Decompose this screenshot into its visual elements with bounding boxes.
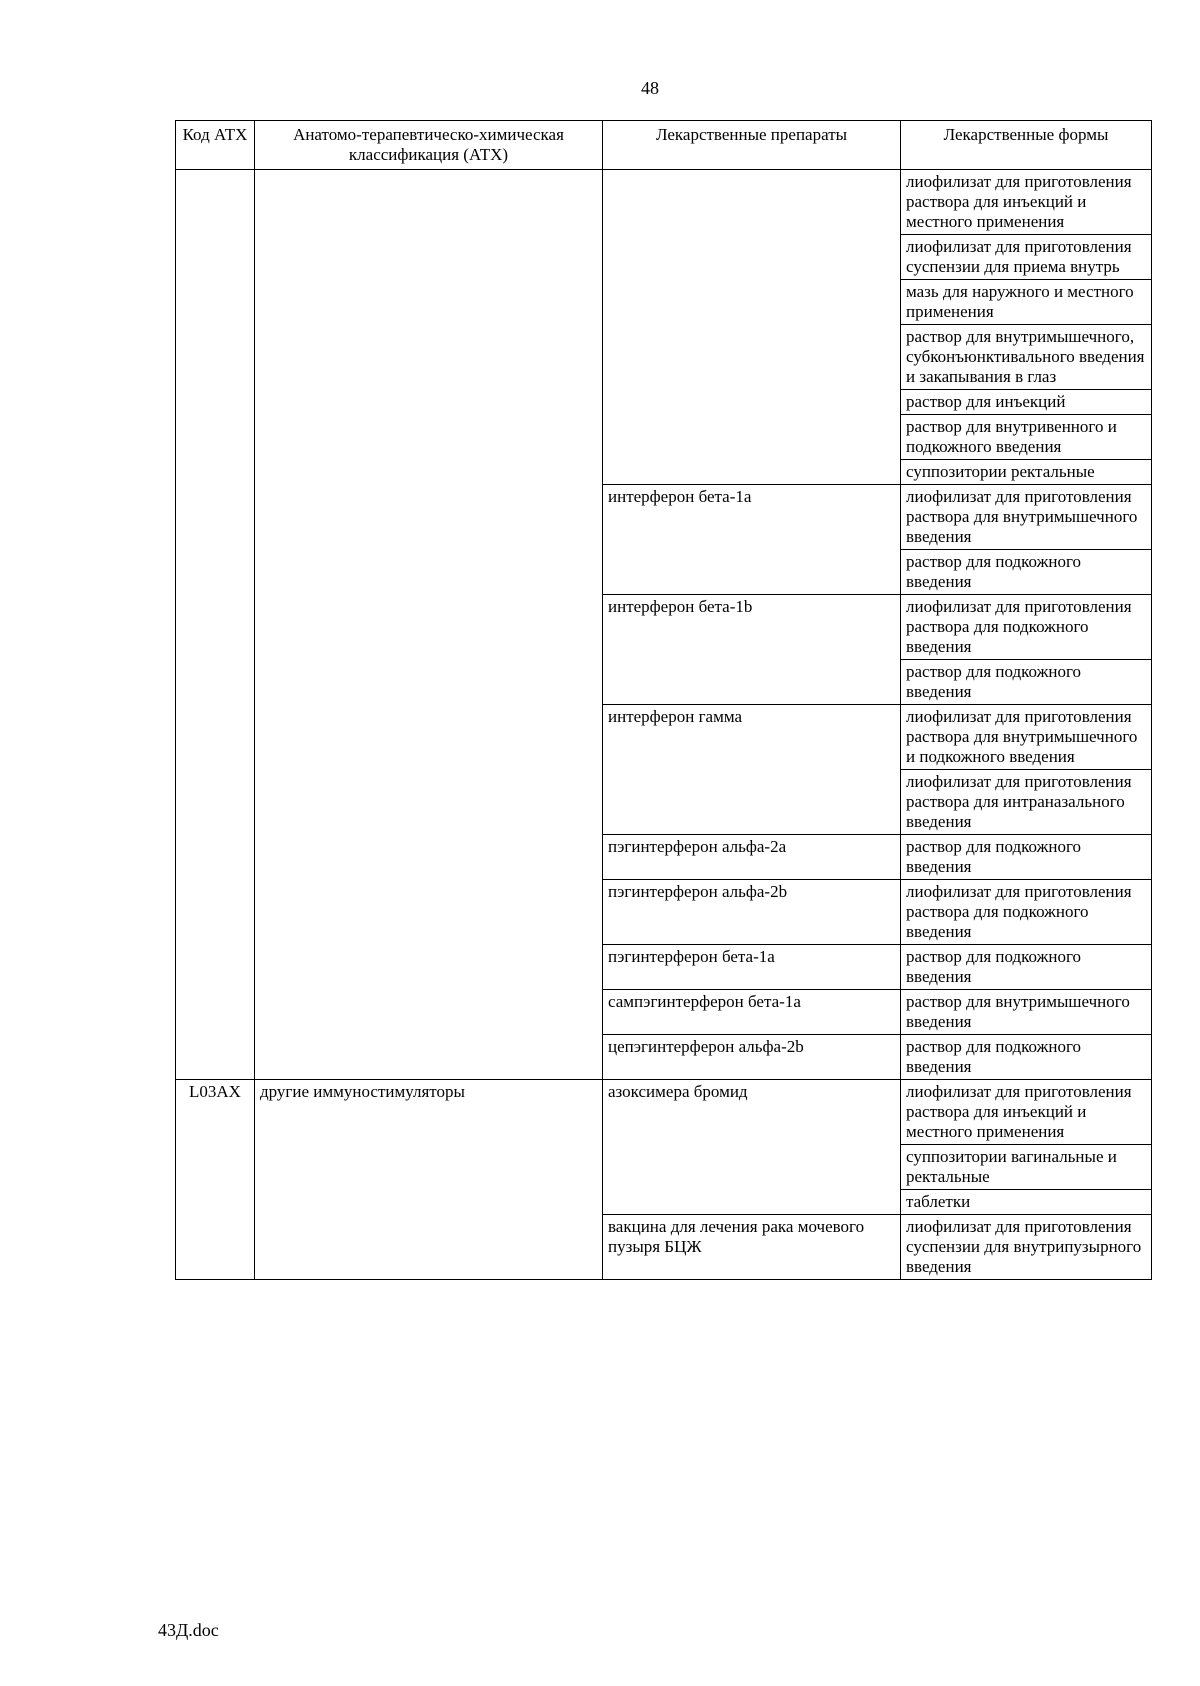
form-cell: суппозитории ректальные [901,460,1152,485]
form-cell: лиофилизат для приготовления раствора для инъекций и местного применения [901,1080,1152,1145]
drug-cell: сампэгинтерферон бета-1a [603,990,901,1035]
header-forms: Лекарственные формы [901,121,1152,170]
drug-cell: интерферон бета-1a [603,485,901,595]
header-drugs: Лекарственные препараты [603,121,901,170]
code-cell: L03AX [176,1080,255,1280]
form-cell: раствор для внутримышечного, субконъюнктивального введения и закапывания в глаз [901,325,1152,390]
form-cell: лиофилизат для приготовления раствора для интраназального введения [901,770,1152,835]
table-row [176,1080,1152,1145]
drug-cell: интерферон гамма [603,705,901,835]
classification-cell: другие иммуностимуляторы [255,1080,603,1280]
form-cell: раствор для инъекций [901,390,1152,415]
form-cell: лиофилизат для приготовления раствора для подкожного введения [901,880,1152,945]
drug-cell: азоксимера бромид [603,1080,901,1215]
form-cell: таблетки [901,1190,1152,1215]
table-row [176,170,1152,235]
form-cell: мазь для наружного и местного применения [901,280,1152,325]
form-cell: раствор для подкожного введения [901,660,1152,705]
drug-cell: интерферон бета-1b [603,595,901,705]
form-cell: суппозитории вагинальные и ректальные [901,1145,1152,1190]
classification-cell [255,170,603,1080]
form-cell: раствор для внутривенного и подкожного введения [901,415,1152,460]
drug-cell: пэгинтерферон альфа-2a [603,835,901,880]
drug-cell: цепэгинтерферон альфа-2b [603,1035,901,1080]
form-cell: раствор для подкожного введения [901,835,1152,880]
form-cell: раствор для подкожного введения [901,945,1152,990]
header-code: Код АТХ [176,121,255,170]
table-header-row [176,121,1152,170]
atx-table [175,120,1152,1280]
form-cell: лиофилизат для приготовления суспензии для внутрипузырного введения [901,1215,1152,1280]
drug-cell [603,170,901,485]
form-cell: раствор для подкожного введения [901,550,1152,595]
form-cell: лиофилизат для приготовления суспензии для приема внутрь [901,235,1152,280]
form-cell: лиофилизат для приготовления раствора для инъекций и местного применения [901,170,1152,235]
form-cell: лиофилизат для приготовления раствора для подкожного введения [901,595,1152,660]
code-cell [176,170,255,1080]
footer-filename: 43Д.doc [158,1620,219,1640]
page-number: 48 [641,78,659,98]
form-cell: раствор для подкожного введения [901,1035,1152,1080]
header-classification: Анатомо-терапевтическо-химическая классификация (АТХ) [255,121,603,170]
drug-cell: пэгинтерферон бета-1a [603,945,901,990]
drug-cell: вакцина для лечения рака мочевого пузыря БЦЖ [603,1215,901,1280]
form-cell: лиофилизат для приготовления раствора для внутримышечного введения [901,485,1152,550]
form-cell: раствор для внутримышечного введения [901,990,1152,1035]
form-cell: лиофилизат для приготовления раствора для внутримышечного и подкожного введения [901,705,1152,770]
drug-cell: пэгинтерферон альфа-2b [603,880,901,945]
